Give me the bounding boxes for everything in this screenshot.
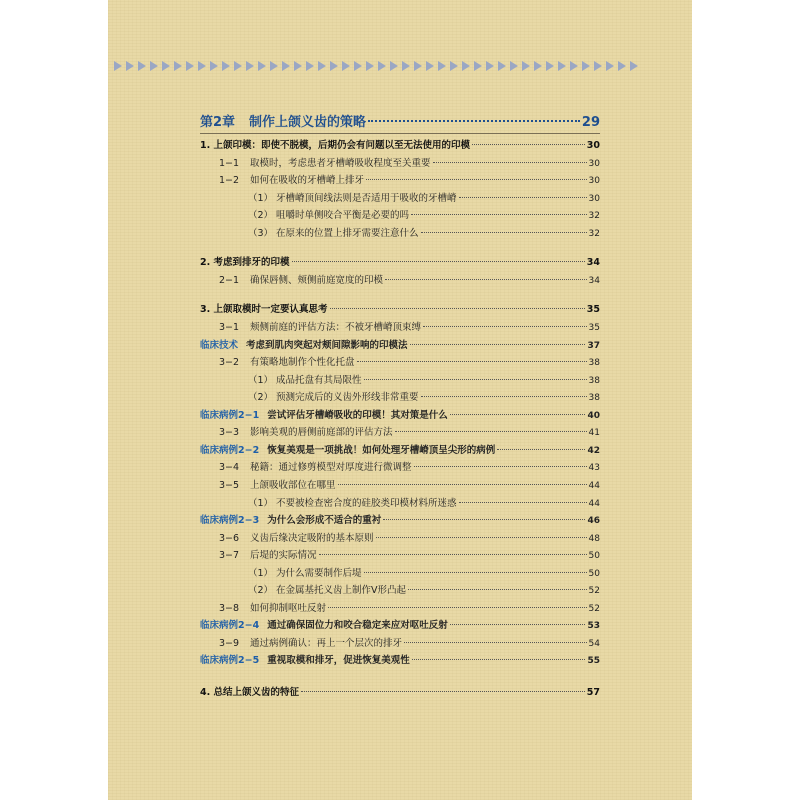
entry-title: 不要被检查密合度的硅胶类印模材料所迷惑 — [276, 497, 457, 509]
toc-entry-row — [200, 319, 600, 333]
entry-page: 55 — [587, 656, 600, 667]
arrow-triangle-icon — [246, 61, 254, 71]
arrow-triangle-icon — [210, 61, 218, 71]
entry-page: 46 — [587, 516, 600, 526]
arrow-triangle-icon — [414, 61, 422, 71]
arrow-triangle-icon — [330, 61, 338, 71]
chapter-heading — [200, 111, 600, 130]
chapter-leader — [368, 120, 580, 122]
arrow-triangle-icon — [150, 61, 158, 71]
entry-number: 3−1 — [219, 322, 240, 333]
entry-leader — [395, 431, 587, 432]
entry-leader — [319, 554, 587, 555]
toc-entry-row — [200, 477, 600, 491]
arrow-triangle-icon — [318, 61, 326, 71]
entry-number: 1−1 — [219, 157, 240, 169]
entry-page: 30 — [588, 158, 600, 169]
toc-entry-row — [200, 207, 600, 221]
entry-title: 通过确保固位力和咬合稳定来应对呕吐反射 — [267, 620, 448, 632]
entry-leader — [497, 449, 585, 450]
arrow-triangle-icon — [618, 61, 626, 71]
arrow-triangle-icon — [450, 61, 458, 71]
arrow-triangle-icon — [582, 61, 590, 71]
toc-entry-row — [200, 272, 600, 286]
entry-leader — [459, 197, 587, 198]
entry-page: 48 — [588, 533, 600, 544]
entry-leader — [472, 144, 585, 145]
entry-title: 通过病例确认：再上一个层次的排牙 — [250, 637, 403, 649]
entry-page: 32 — [588, 211, 600, 222]
toc-entry-row — [200, 354, 600, 368]
entry-leader — [423, 326, 587, 327]
entry-leader — [404, 642, 587, 643]
toc-entry-row — [200, 337, 600, 351]
entry-number: （1） — [248, 374, 274, 386]
entry-leader — [364, 572, 587, 573]
entry-number: 1−2 — [219, 175, 240, 187]
entry-leader — [330, 308, 585, 309]
entry-leader — [459, 502, 587, 503]
entry-number: 3−4 — [219, 462, 240, 474]
entry-number: （2） — [248, 585, 274, 597]
arrow-triangle-icon — [534, 61, 542, 71]
arrow-triangle-icon — [306, 61, 314, 71]
arrow-triangle-icon — [270, 61, 278, 71]
arrow-triangle-icon — [486, 61, 494, 71]
arrow-triangle-icon — [570, 61, 578, 71]
entry-page: 30 — [588, 176, 600, 187]
arrow-triangle-icon — [462, 61, 470, 71]
entry-title: 影响美观的唇侧前庭部的评估方法 — [250, 427, 393, 439]
entry-page: 34 — [586, 257, 600, 269]
entry-page: 30 — [586, 140, 600, 151]
entry-number: 3−6 — [219, 532, 240, 544]
entry-leader — [450, 414, 586, 415]
entry-number: （1） — [248, 192, 274, 204]
entry-title: 在原来的位置上排牙需要注意什么 — [276, 227, 419, 239]
case-tag: 临床技术 — [200, 339, 239, 351]
entry-title: 牙槽嵴顶间线法则是否适用于吸收的牙槽嵴 — [276, 192, 457, 204]
entry-title: 取模时，考虑患者牙槽嵴吸收程度至关重要 — [250, 157, 431, 169]
entry-page: 57 — [586, 687, 600, 698]
entry-title: 2. 考虑到排牙的印模 — [200, 257, 290, 269]
arrow-triangle-icon — [558, 61, 566, 71]
entry-number: （2） — [248, 210, 274, 222]
entry-leader — [301, 691, 585, 692]
toc-entry-row — [200, 155, 600, 169]
arrow-triangle-icon — [402, 61, 410, 71]
toc-entry-row — [200, 617, 600, 631]
arrow-triangle-icon — [474, 61, 482, 71]
toc-entry-row — [200, 442, 600, 456]
arrow-triangle-icon — [390, 61, 398, 71]
entry-leader — [338, 484, 587, 485]
entry-title: 预测完成后的义齿外形线非常重要 — [276, 392, 419, 404]
entry-number: 3−7 — [219, 550, 240, 562]
chapter-label: 第2章 — [200, 115, 236, 130]
entry-page: 50 — [588, 568, 600, 579]
entry-page: 52 — [588, 603, 600, 614]
toc-entry-row — [200, 172, 600, 186]
entry-leader — [385, 279, 587, 280]
toc-entry-row — [200, 225, 600, 239]
entry-leader — [421, 232, 587, 233]
toc-section-row — [200, 684, 600, 698]
entry-title: 秘籍：通过修剪模型对厚度进行微调整 — [250, 462, 412, 474]
arrow-triangle-icon — [294, 61, 302, 71]
arrow-triangle-icon — [258, 61, 266, 71]
entry-page: 40 — [587, 410, 600, 421]
entry-page: 38 — [588, 358, 600, 369]
entry-title: 确保唇侧、颊侧前庭宽度的印模 — [250, 274, 384, 286]
entry-leader — [412, 659, 586, 660]
toc-section-row — [200, 301, 600, 315]
arrow-triangle-icon — [438, 61, 446, 71]
arrow-triangle-icon — [222, 61, 230, 71]
entry-title: 后堤的实际情况 — [250, 550, 317, 562]
entry-page: 53 — [587, 621, 600, 632]
toc-entry-row — [200, 190, 600, 204]
entry-title: 为什么需要制作后堤 — [276, 567, 362, 579]
case-tag: 临床病例2−5 — [200, 655, 260, 667]
entry-leader — [408, 589, 587, 590]
entry-title: 1. 上颌印模：即使不脱模，后期仍会有问题以至无法使用的印模 — [200, 140, 471, 151]
entry-number: 2−1 — [219, 274, 240, 286]
entry-leader — [450, 624, 586, 625]
entry-number: （1） — [248, 567, 274, 579]
entry-leader — [411, 214, 587, 215]
toc-entry-row — [200, 652, 600, 666]
entry-leader — [292, 261, 585, 262]
arrow-triangle-icon — [282, 61, 290, 71]
arrow-triangle-icon — [114, 61, 122, 71]
arrow-triangle-icon — [426, 61, 434, 71]
entry-title: 考虑到肌肉突起对颊间隙影响的印模法 — [246, 339, 408, 351]
book-page — [108, 0, 692, 800]
entry-title: 为什么会形成不适合的重衬 — [267, 515, 382, 526]
entry-title: 如何抑制呕吐反射 — [250, 602, 327, 614]
toc-entry-row — [200, 600, 600, 614]
case-tag: 临床病例2−2 — [200, 444, 260, 456]
entry-page: 30 — [588, 193, 600, 204]
arrow-triangle-icon — [354, 61, 362, 71]
arrow-triangle-icon — [366, 61, 374, 71]
entry-page: 54 — [588, 638, 600, 649]
entry-page: 35 — [586, 304, 600, 316]
entry-page: 43 — [588, 463, 600, 474]
entry-title: 尝试评估牙槽嵴吸收的印模！其对策是什么 — [267, 409, 448, 421]
entry-leader — [414, 466, 587, 467]
arrow-triangle-icon — [174, 61, 182, 71]
arrow-triangle-icon — [522, 61, 530, 71]
chapter-rule — [200, 133, 600, 134]
entry-page: 35 — [588, 323, 600, 333]
entry-page: 52 — [588, 586, 600, 597]
toc-entry-row — [200, 495, 600, 509]
entry-leader — [376, 537, 587, 538]
entry-page: 38 — [588, 393, 600, 404]
entry-title: 恢复美观是一项挑战！如何处理牙槽嵴顶呈尖形的病例 — [267, 444, 496, 456]
arrow-triangle-icon — [606, 61, 614, 71]
arrow-triangle-icon — [162, 61, 170, 71]
chapter-page: 29 — [581, 115, 600, 130]
entry-page: 37 — [587, 340, 600, 351]
arrow-triangle-icon — [546, 61, 554, 71]
entry-page: 50 — [588, 551, 600, 562]
entry-title: 上颌吸收部位在哪里 — [250, 479, 336, 491]
entry-page: 44 — [588, 480, 600, 491]
entry-page: 34 — [588, 275, 600, 286]
toc-entry-row — [200, 389, 600, 403]
arrow-band-decoration — [114, 61, 642, 73]
arrow-triangle-icon — [342, 61, 350, 71]
entry-page: 38 — [588, 375, 600, 386]
arrow-triangle-icon — [234, 61, 242, 71]
entry-leader — [433, 162, 587, 163]
toc-entry-row — [200, 530, 600, 544]
entry-number: 3−8 — [219, 602, 240, 614]
entry-leader — [364, 379, 587, 380]
entry-title: 成品托盘有其局限性 — [276, 374, 362, 386]
entry-page: 32 — [588, 228, 600, 239]
arrow-triangle-icon — [186, 61, 194, 71]
toc-entry-row — [200, 635, 600, 649]
entry-number: （1） — [248, 497, 274, 509]
case-tag: 临床病例2−4 — [200, 620, 260, 632]
toc-entry-row — [200, 407, 600, 421]
entry-leader — [328, 607, 587, 608]
entry-number: 3−5 — [219, 479, 240, 491]
entry-leader — [366, 179, 587, 180]
entry-number: 3−3 — [219, 427, 240, 439]
entry-title: 如何在吸收的牙槽嵴上排牙 — [250, 175, 365, 187]
entry-page: 41 — [588, 428, 600, 439]
entry-title: 有策略地制作个性化托盘 — [250, 357, 355, 369]
entry-title: 4. 总结上颌义齿的特征 — [200, 687, 300, 698]
arrow-triangle-icon — [498, 61, 506, 71]
entry-number: 3−9 — [219, 637, 240, 649]
toc-section-row — [200, 254, 600, 268]
entry-leader — [421, 396, 587, 397]
toc-entry-row — [200, 512, 600, 526]
toc-entry-row — [200, 547, 600, 561]
entry-title: 咀嚼时单侧咬合平衡是必要的吗 — [276, 210, 410, 222]
entry-title: 颊侧前庭的评估方法：不被牙槽嵴顶束缚 — [250, 322, 422, 333]
arrow-triangle-icon — [138, 61, 146, 71]
case-tag: 临床病例2−3 — [200, 515, 260, 526]
entry-title: 义齿后缘决定吸附的基本原则 — [250, 532, 374, 544]
arrow-triangle-icon — [510, 61, 518, 71]
arrow-triangle-icon — [630, 61, 638, 71]
arrow-triangle-icon — [126, 61, 134, 71]
entry-leader — [383, 519, 585, 520]
entry-leader — [357, 361, 587, 362]
entry-page: 44 — [588, 498, 600, 509]
toc-section-row — [200, 137, 600, 151]
arrow-triangle-icon — [198, 61, 206, 71]
toc-entry-row — [200, 582, 600, 596]
entry-leader — [410, 344, 586, 345]
entry-title: 在金属基托义齿上制作V形凸起 — [276, 585, 406, 597]
arrow-triangle-icon — [594, 61, 602, 71]
toc-entry-row — [200, 459, 600, 473]
entry-number: 3−2 — [219, 357, 240, 369]
toc-entry-row — [200, 424, 600, 438]
entry-title: 3. 上颌取模时一定要认真思考 — [200, 304, 328, 316]
entry-number: （2） — [248, 392, 274, 404]
arrow-triangle-icon — [378, 61, 386, 71]
entry-number: （3） — [248, 227, 274, 239]
toc-entry-row — [200, 565, 600, 579]
entry-title: 重视取模和排牙，促进恢复美观性 — [267, 655, 410, 667]
chapter-title: 制作上颌义齿的策略 — [249, 115, 367, 130]
entry-page: 42 — [587, 445, 600, 456]
case-tag: 临床病例2−1 — [200, 409, 260, 421]
toc-entry-row — [200, 372, 600, 386]
